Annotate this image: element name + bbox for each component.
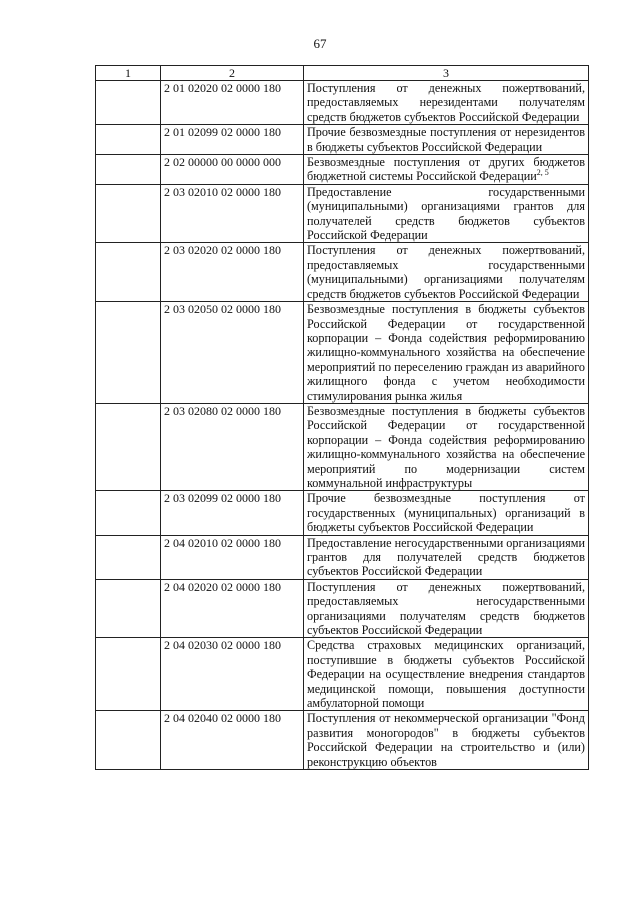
row-number-cell — [96, 302, 161, 404]
revenue-code-cell: 2 04 02040 02 0000 180 — [161, 711, 304, 770]
table-row — [96, 638, 589, 711]
row-number-cell — [96, 155, 161, 185]
revenue-codes-table — [95, 65, 589, 770]
revenue-code-cell: 2 04 02030 02 0000 180 — [161, 638, 304, 711]
revenue-description-cell: Поступления от денежных пожертвований, предоставляемых негосударственными организациями получателям средств бюджетов субъектов Российской Федерации — [304, 579, 589, 638]
column-header-2: 2 — [161, 66, 304, 81]
revenue-code-cell: 2 02 00000 00 0000 000 — [161, 155, 304, 185]
row-number-cell — [96, 243, 161, 302]
revenue-description-cell: Прочие безвозмездные поступления от нерезидентов в бюджеты субъектов Российской Федерации — [304, 125, 589, 155]
revenue-code-cell: 2 01 02099 02 0000 180 — [161, 125, 304, 155]
table-row — [96, 243, 589, 302]
revenue-description-text: Безвозмездные поступления от других бюджетов бюджетной системы Российской Федерации — [307, 155, 585, 184]
table-row — [96, 579, 589, 638]
revenue-code-cell: 2 03 02020 02 0000 180 — [161, 243, 304, 302]
revenue-description-cell: Предоставление государственными (муниципальными) организациями грантов для получателей средств бюджетов субъектов Российской Федерации — [304, 184, 589, 243]
table-row — [96, 403, 589, 490]
page-number: 67 — [313, 36, 327, 51]
revenue-description-cell — [304, 155, 589, 185]
revenue-code-cell: 2 03 02099 02 0000 180 — [161, 491, 304, 535]
revenue-code-cell: 2 04 02010 02 0000 180 — [161, 535, 304, 579]
table-row — [96, 81, 589, 125]
row-number-cell — [96, 403, 161, 490]
revenue-description-cell: Предоставление негосударственными организациями грантов для получателей средств бюджетов субъектов Российской Федерации — [304, 535, 589, 579]
table-row — [96, 184, 589, 243]
table-row — [96, 302, 589, 404]
revenue-description-cell: Поступления от некоммерческой организации "Фонд развития моногородов" в бюджеты субъектов Российской Федерации на строительство и (или) реконструкцию объектов — [304, 711, 589, 770]
footnote-reference: 2, 5 — [536, 168, 549, 178]
row-number-cell — [96, 579, 161, 638]
row-number-cell — [96, 638, 161, 711]
revenue-description-cell: Безвозмездные поступления в бюджеты субъектов Российской Федерации от государственной корпорации – Фонда содействия реформированию жилищно-коммунального хозяйства на обеспечение мероприятий по модернизации систем коммунальной инфраструктуры — [304, 403, 589, 490]
revenue-code-cell: 2 04 02020 02 0000 180 — [161, 579, 304, 638]
table-row — [96, 491, 589, 535]
table-row — [96, 125, 589, 155]
row-number-cell — [96, 184, 161, 243]
column-header-1: 1 — [96, 66, 161, 81]
table-row — [96, 155, 589, 185]
table-row — [96, 535, 589, 579]
revenue-code-cell: 2 01 02020 02 0000 180 — [161, 81, 304, 125]
table-header-row — [96, 66, 589, 81]
row-number-cell — [96, 711, 161, 770]
revenue-description-cell: Средства страховых медицинских организаций, поступившие в бюджеты субъектов Российской Федерации на осуществление внедрения стандартов медицинской помощи, повышения доступности амбулаторной помощи — [304, 638, 589, 711]
revenue-description-cell: Безвозмездные поступления в бюджеты субъектов Российской Федерации от государственной корпорации – Фонда содействия реформированию жилищно-коммунального хозяйства на обеспечение мероприятий по переселению граждан из аварийного жилищного фонда с учетом необходимости стимулирования рынка жилья — [304, 302, 589, 404]
table-row — [96, 711, 589, 770]
revenue-description-cell: Поступления от денежных пожертвований, предоставляемых государственными (муниципальными) организациями получателям средств бюджетов субъектов Российской Федерации — [304, 243, 589, 302]
row-number-cell — [96, 81, 161, 125]
revenue-code-cell: 2 03 02050 02 0000 180 — [161, 302, 304, 404]
column-header-3: 3 — [304, 66, 589, 81]
row-number-cell — [96, 535, 161, 579]
row-number-cell — [96, 125, 161, 155]
revenue-description-cell: Прочие безвозмездные поступления от государственных (муниципальных) организаций в бюджеты субъектов Российской Федерации — [304, 491, 589, 535]
revenue-description-cell: Поступления от денежных пожертвований, предоставляемых нерезидентами получателям средств бюджетов субъектов Российской Федерации — [304, 81, 589, 125]
row-number-cell — [96, 491, 161, 535]
revenue-code-cell: 2 03 02080 02 0000 180 — [161, 403, 304, 490]
revenue-code-cell: 2 03 02010 02 0000 180 — [161, 184, 304, 243]
